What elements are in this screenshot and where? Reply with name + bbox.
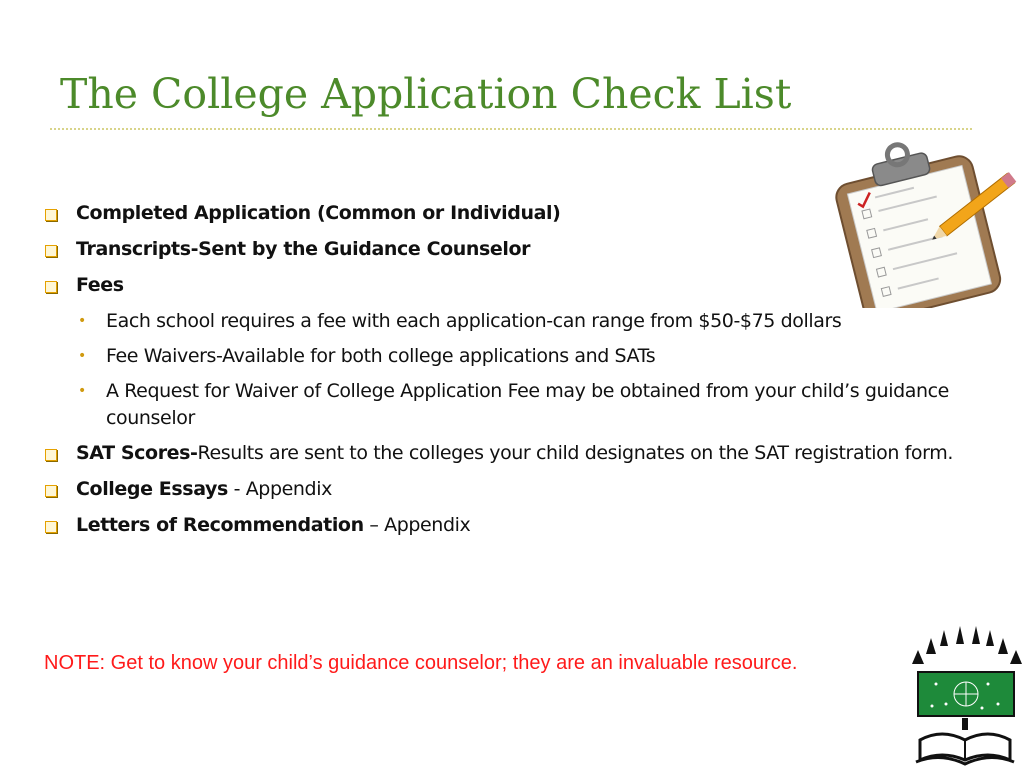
sub-item-text: Fee Waivers-Available for both college applications and SATs xyxy=(106,345,656,367)
item-heading: Transcripts-Sent by the Guidance Counselor xyxy=(76,238,531,260)
checkbox-bullet-icon xyxy=(45,521,57,533)
checkbox-bullet-icon xyxy=(45,281,57,293)
item-text: – Appendix xyxy=(363,514,471,536)
checklist xyxy=(44,200,964,548)
item-heading: Fees xyxy=(76,274,124,296)
checkbox-bullet-icon xyxy=(45,245,57,257)
list-item xyxy=(44,272,964,299)
list-item xyxy=(44,512,964,539)
list-item xyxy=(44,200,964,227)
sub-list-item xyxy=(44,378,964,432)
sub-item-text: A Request for Waiver of College Application Fee may be obtained from your child’s guidance counselor xyxy=(106,380,949,429)
sub-list-item xyxy=(44,343,964,370)
page-title: The College Application Check List xyxy=(60,70,792,118)
item-text: - Appendix xyxy=(227,478,332,500)
sub-list-item xyxy=(44,308,964,335)
item-heading: SAT Scores- xyxy=(76,442,198,464)
note-text: NOTE: Get to know your child’s guidance counselor; they are an invaluable resource. xyxy=(44,652,798,674)
school-crest-logo xyxy=(906,624,1024,768)
sub-item-text: Each school requires a fee with each application-can range from $50-$75 dollars xyxy=(106,310,842,332)
list-item xyxy=(44,440,964,467)
item-heading: Letters of Recommendation xyxy=(76,514,364,536)
bullet-dot-icon: • xyxy=(78,313,86,329)
list-item xyxy=(44,476,964,503)
bullet-dot-icon: • xyxy=(78,383,86,399)
item-heading: College Essays xyxy=(76,478,228,500)
item-heading: Completed Application (Common or Individual) xyxy=(76,202,561,224)
checkbox-bullet-icon xyxy=(45,485,57,497)
checkbox-bullet-icon xyxy=(45,449,57,461)
list-item xyxy=(44,236,964,263)
item-text: Results are sent to the colleges your child designates on the SAT registration form. xyxy=(197,442,953,464)
checkbox-bullet-icon xyxy=(45,209,57,221)
bullet-dot-icon: • xyxy=(78,348,86,364)
